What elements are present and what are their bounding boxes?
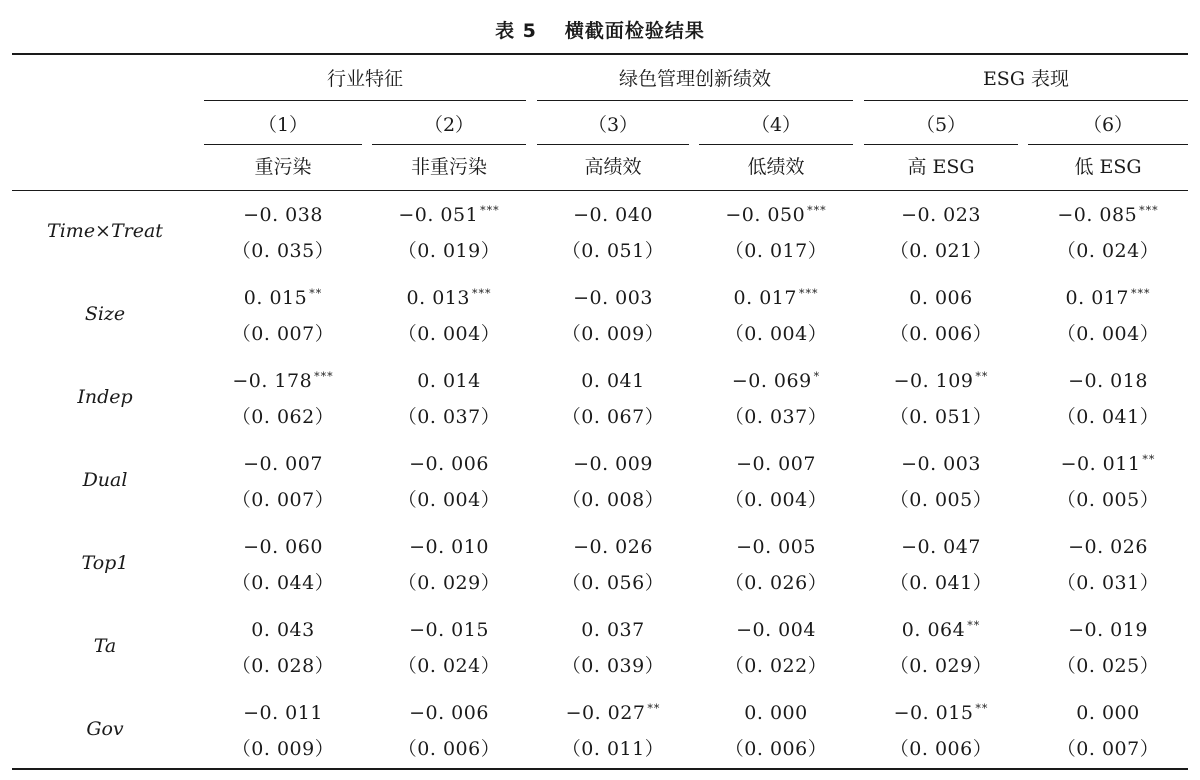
coefficient-cell bbox=[537, 702, 689, 724]
coefficient-cell bbox=[699, 536, 853, 558]
significance-stars: *** bbox=[807, 204, 827, 217]
significance-stars: * bbox=[813, 370, 821, 383]
coefficient-cell bbox=[204, 204, 362, 226]
coefficient-value: −0. 023 bbox=[901, 204, 981, 226]
significance-stars: ** bbox=[647, 702, 661, 715]
row-label: Dual bbox=[82, 469, 128, 491]
standard-error-cell: （0. 004） bbox=[724, 323, 828, 345]
coefficient-value: 0. 015 bbox=[243, 287, 308, 309]
coefficient-value: 0. 037 bbox=[581, 619, 645, 641]
coefficient-value: 0. 041 bbox=[581, 370, 645, 392]
standard-error-cell: （0. 004） bbox=[724, 489, 828, 511]
coefficient-cell bbox=[1028, 536, 1188, 558]
coefficient-value: −0. 027 bbox=[565, 702, 646, 724]
subheader-heavy-pollution: 重污染 bbox=[254, 156, 312, 178]
coefficient-value: −0. 026 bbox=[1068, 536, 1148, 558]
standard-error-cell: （0. 011） bbox=[561, 738, 665, 760]
coefficient-cell bbox=[372, 204, 526, 226]
coefficient-cell bbox=[372, 370, 526, 392]
row-label: Indep bbox=[77, 386, 133, 408]
coefficient-value: 0. 000 bbox=[1076, 702, 1140, 724]
coefficient-value: −0. 051 bbox=[398, 204, 479, 226]
standard-error-cell: （0. 067） bbox=[561, 406, 665, 428]
standard-error-cell: （0. 024） bbox=[1056, 240, 1160, 262]
coefficient-cell bbox=[204, 287, 362, 309]
coefficient-cell bbox=[864, 204, 1018, 226]
column-underline-4 bbox=[699, 144, 853, 145]
subheader-low-esg: 低 ESG bbox=[1074, 156, 1142, 178]
coefficient-cell bbox=[1028, 370, 1188, 392]
coefficient-cell bbox=[537, 536, 689, 558]
coefficient-cell bbox=[204, 702, 362, 724]
column-number-1: （1） bbox=[257, 114, 309, 136]
coefficient-cell bbox=[864, 370, 1018, 392]
significance-stars: ** bbox=[975, 702, 989, 715]
group-header-green-innovation: 绿色管理创新绩效 bbox=[618, 68, 771, 90]
coefficient-cell bbox=[1028, 619, 1188, 641]
coefficient-value: −0. 026 bbox=[573, 536, 653, 558]
coefficient-cell bbox=[864, 619, 1018, 641]
significance-stars: *** bbox=[798, 287, 819, 300]
coefficient-value: −0. 006 bbox=[409, 702, 489, 724]
standard-error-cell: （0. 041） bbox=[1056, 406, 1160, 428]
coefficient-cell bbox=[372, 453, 526, 475]
group-underline-green-innovation bbox=[537, 100, 853, 101]
standard-error-cell: （0. 051） bbox=[561, 240, 665, 262]
coefficient-cell bbox=[372, 287, 526, 309]
row-label: Time×Treat bbox=[47, 220, 163, 242]
column-number-3: （3） bbox=[587, 114, 639, 136]
standard-error-cell: （0. 021） bbox=[889, 240, 993, 262]
group-header-esg: ESG 表现 bbox=[982, 68, 1070, 90]
table-title bbox=[0, 16, 1200, 43]
significance-stars: ** bbox=[967, 619, 981, 632]
standard-error-cell: （0. 004） bbox=[1056, 323, 1160, 345]
coefficient-cell bbox=[537, 370, 689, 392]
standard-error-cell: （0. 056） bbox=[561, 572, 665, 594]
coefficient-value: −0. 040 bbox=[573, 204, 653, 226]
coefficient-cell bbox=[699, 702, 853, 724]
standard-error-cell: （0. 006） bbox=[724, 738, 828, 760]
table-title-text: 横截面检验结果 bbox=[564, 20, 705, 42]
subheader-non-heavy-pollution: 非重污染 bbox=[410, 156, 487, 178]
coefficient-value: −0. 060 bbox=[243, 536, 323, 558]
coefficient-value: −0. 069 bbox=[731, 370, 812, 392]
coefficient-cell bbox=[1028, 702, 1188, 724]
coefficient-cell bbox=[204, 619, 362, 641]
standard-error-cell: （0. 007） bbox=[1056, 738, 1160, 760]
standard-error-cell: （0. 008） bbox=[561, 489, 665, 511]
standard-error-cell: （0. 005） bbox=[1056, 489, 1160, 511]
coefficient-value: −0. 004 bbox=[736, 619, 816, 641]
coefficient-cell bbox=[204, 453, 362, 475]
standard-error-cell: （0. 025） bbox=[1056, 655, 1160, 677]
column-number-4: （4） bbox=[750, 114, 802, 136]
column-number-6: （6） bbox=[1082, 114, 1134, 136]
standard-error-cell: （0. 004） bbox=[397, 489, 501, 511]
coefficient-value: −0. 010 bbox=[409, 536, 489, 558]
standard-error-cell: （0. 026） bbox=[724, 572, 828, 594]
coefficient-cell bbox=[699, 204, 853, 226]
standard-error-cell: （0. 006） bbox=[889, 323, 993, 345]
group-underline-industry bbox=[204, 100, 526, 101]
column-underline-6 bbox=[1028, 144, 1188, 145]
standard-error-cell: （0. 007） bbox=[231, 323, 335, 345]
standard-error-cell: （0. 017） bbox=[724, 240, 828, 262]
significance-stars: ** bbox=[309, 287, 323, 300]
coefficient-cell bbox=[537, 619, 689, 641]
coefficient-cell bbox=[1028, 453, 1188, 475]
standard-error-cell: （0. 044） bbox=[231, 572, 335, 594]
coefficient-value: −0. 011 bbox=[243, 702, 323, 724]
coefficient-cell bbox=[537, 453, 689, 475]
coefficient-value: −0. 003 bbox=[573, 287, 653, 309]
coefficient-cell bbox=[699, 287, 853, 309]
row-label: Size bbox=[84, 303, 126, 325]
significance-stars: *** bbox=[1130, 287, 1151, 300]
standard-error-cell: （0. 009） bbox=[231, 738, 335, 760]
coefficient-value: −0. 018 bbox=[1068, 370, 1148, 392]
subheader-high-esg: 高 ESG bbox=[907, 156, 975, 178]
coefficient-value: 0. 017 bbox=[733, 287, 797, 309]
coefficient-cell bbox=[699, 619, 853, 641]
coefficient-cell bbox=[537, 204, 689, 226]
column-underline-5 bbox=[864, 144, 1018, 145]
standard-error-cell: （0. 004） bbox=[397, 323, 501, 345]
subheader-low-performance: 低绩效 bbox=[747, 156, 805, 178]
subheader-high-performance: 高绩效 bbox=[584, 156, 642, 178]
standard-error-cell: （0. 037） bbox=[397, 406, 501, 428]
coefficient-value: −0. 007 bbox=[736, 453, 816, 475]
coefficient-cell bbox=[1028, 287, 1188, 309]
standard-error-cell: （0. 037） bbox=[724, 406, 828, 428]
table-number: 表 5 bbox=[495, 20, 537, 42]
coefficient-cell bbox=[1028, 204, 1188, 226]
coefficient-cell bbox=[864, 536, 1018, 558]
standard-error-cell: （0. 051） bbox=[889, 406, 993, 428]
coefficient-value: −0. 015 bbox=[893, 702, 974, 724]
column-underline-3 bbox=[537, 144, 689, 145]
header-bottom-rule bbox=[12, 190, 1188, 191]
significance-stars: *** bbox=[471, 287, 492, 300]
coefficient-cell bbox=[204, 370, 362, 392]
coefficient-value: 0. 043 bbox=[251, 619, 315, 641]
group-underline-esg bbox=[864, 100, 1188, 101]
column-underline-1 bbox=[204, 144, 362, 145]
standard-error-cell: （0. 005） bbox=[889, 489, 993, 511]
standard-error-cell: （0. 007） bbox=[231, 489, 335, 511]
significance-stars: *** bbox=[1139, 204, 1159, 217]
coefficient-value: −0. 007 bbox=[243, 453, 323, 475]
coefficient-value: 0. 006 bbox=[909, 287, 973, 309]
standard-error-cell: （0. 006） bbox=[889, 738, 993, 760]
row-label: Top1 bbox=[81, 552, 129, 574]
bottom-rule bbox=[12, 768, 1188, 770]
standard-error-cell: （0. 035） bbox=[231, 240, 335, 262]
coefficient-value: 0. 017 bbox=[1065, 287, 1129, 309]
standard-error-cell: （0. 029） bbox=[889, 655, 993, 677]
coefficient-value: −0. 019 bbox=[1068, 619, 1148, 641]
coefficient-value: −0. 038 bbox=[243, 204, 323, 226]
standard-error-cell: （0. 022） bbox=[724, 655, 828, 677]
column-number-2: （2） bbox=[423, 114, 475, 136]
significance-stars: *** bbox=[314, 370, 334, 383]
coefficient-value: −0. 003 bbox=[901, 453, 981, 475]
coefficient-value: −0. 178 bbox=[232, 370, 313, 392]
row-label: Gov bbox=[86, 718, 124, 740]
group-header-industry: 行业特征 bbox=[326, 68, 403, 90]
column-number-5: （5） bbox=[915, 114, 967, 136]
coefficient-cell bbox=[372, 702, 526, 724]
significance-stars: ** bbox=[1142, 453, 1156, 466]
coefficient-value: 0. 064 bbox=[901, 619, 966, 641]
coefficient-cell bbox=[372, 536, 526, 558]
significance-stars: *** bbox=[480, 204, 500, 217]
coefficient-value: −0. 085 bbox=[1057, 204, 1138, 226]
coefficient-value: −0. 011 bbox=[1060, 453, 1141, 475]
row-label: Ta bbox=[93, 635, 117, 657]
standard-error-cell: （0. 019） bbox=[397, 240, 501, 262]
coefficient-cell bbox=[864, 287, 1018, 309]
standard-error-cell: （0. 006） bbox=[397, 738, 501, 760]
standard-error-cell: （0. 024） bbox=[397, 655, 501, 677]
coefficient-value: 0. 014 bbox=[417, 370, 481, 392]
coefficient-cell bbox=[699, 370, 853, 392]
standard-error-cell: （0. 031） bbox=[1056, 572, 1160, 594]
standard-error-cell: （0. 029） bbox=[397, 572, 501, 594]
coefficient-value: 0. 000 bbox=[744, 702, 808, 724]
coefficient-value: −0. 015 bbox=[409, 619, 489, 641]
top-rule bbox=[12, 53, 1188, 55]
coefficient-cell bbox=[372, 619, 526, 641]
coefficient-cell bbox=[537, 287, 689, 309]
coefficient-value: −0. 006 bbox=[409, 453, 489, 475]
coefficient-value: 0. 013 bbox=[406, 287, 470, 309]
column-underline-2 bbox=[372, 144, 526, 145]
coefficient-value: −0. 005 bbox=[736, 536, 816, 558]
standard-error-cell: （0. 028） bbox=[231, 655, 335, 677]
coefficient-cell bbox=[699, 453, 853, 475]
coefficient-cell bbox=[864, 453, 1018, 475]
significance-stars: ** bbox=[975, 370, 989, 383]
standard-error-cell: （0. 062） bbox=[231, 406, 335, 428]
coefficient-value: −0. 109 bbox=[893, 370, 974, 392]
standard-error-cell: （0. 039） bbox=[561, 655, 665, 677]
coefficient-cell bbox=[204, 536, 362, 558]
coefficient-value: −0. 050 bbox=[725, 204, 806, 226]
coefficient-value: −0. 009 bbox=[573, 453, 653, 475]
coefficient-cell bbox=[864, 702, 1018, 724]
standard-error-cell: （0. 009） bbox=[561, 323, 665, 345]
coefficient-value: −0. 047 bbox=[901, 536, 981, 558]
standard-error-cell: （0. 041） bbox=[889, 572, 993, 594]
